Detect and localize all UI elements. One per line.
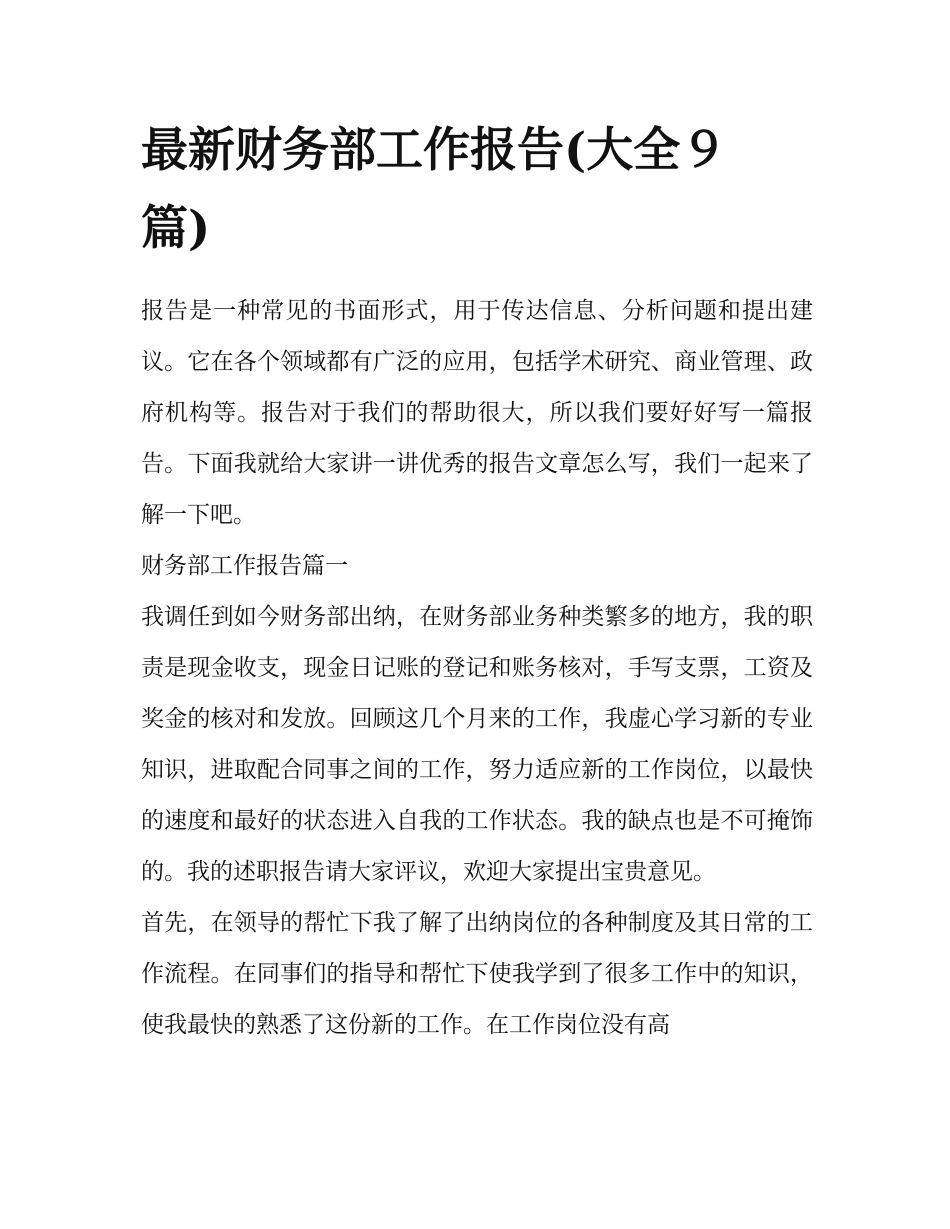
document-title: 最新财务部工作报告(大全９篇) (141, 123, 728, 256)
document-page (141, 112, 813, 1051)
section-heading: 财务部工作报告篇一 (141, 553, 348, 579)
intro-paragraph: 报告是一种常见的书面形式，用于传达信息、分析问题和提出建议。它在各个领域都有广泛的应用，包括学术研究、商业管理、政府机构等。报告对于我们的帮助很大，所以我们要好好写一篇报告。下面我就给大家讲一讲优秀的报告文章怎么写，我们一起来了解一下吧。 (141, 298, 813, 528)
body-paragraph: 首先，在领导的帮忙下我了解了出纳岗位的各种制度及其日常的工作流程。在同事们的指导和帮忙下使我学到了很多工作中的知识，使我最快的熟悉了这份新的工作。在工作岗位没有高 (141, 910, 813, 1038)
body-paragraph: 我调任到如今财务部出纳，在财务部业务种类繁多的地方，我的职责是现金收支，现金日记账的登记和账务核对，手写支票，工资及奖金的核对和发放。回顾这几个月来的工作，我虚心学习新的专业知识，进取配合同事之间的工作，努力适应新的工作岗位，以最快的速度和最好的状态进入自我的工作状态。我的缺点也是不可掩饰的。我的述职报告请大家评议，欢迎大家提出宝贵意见。 (141, 604, 813, 885)
